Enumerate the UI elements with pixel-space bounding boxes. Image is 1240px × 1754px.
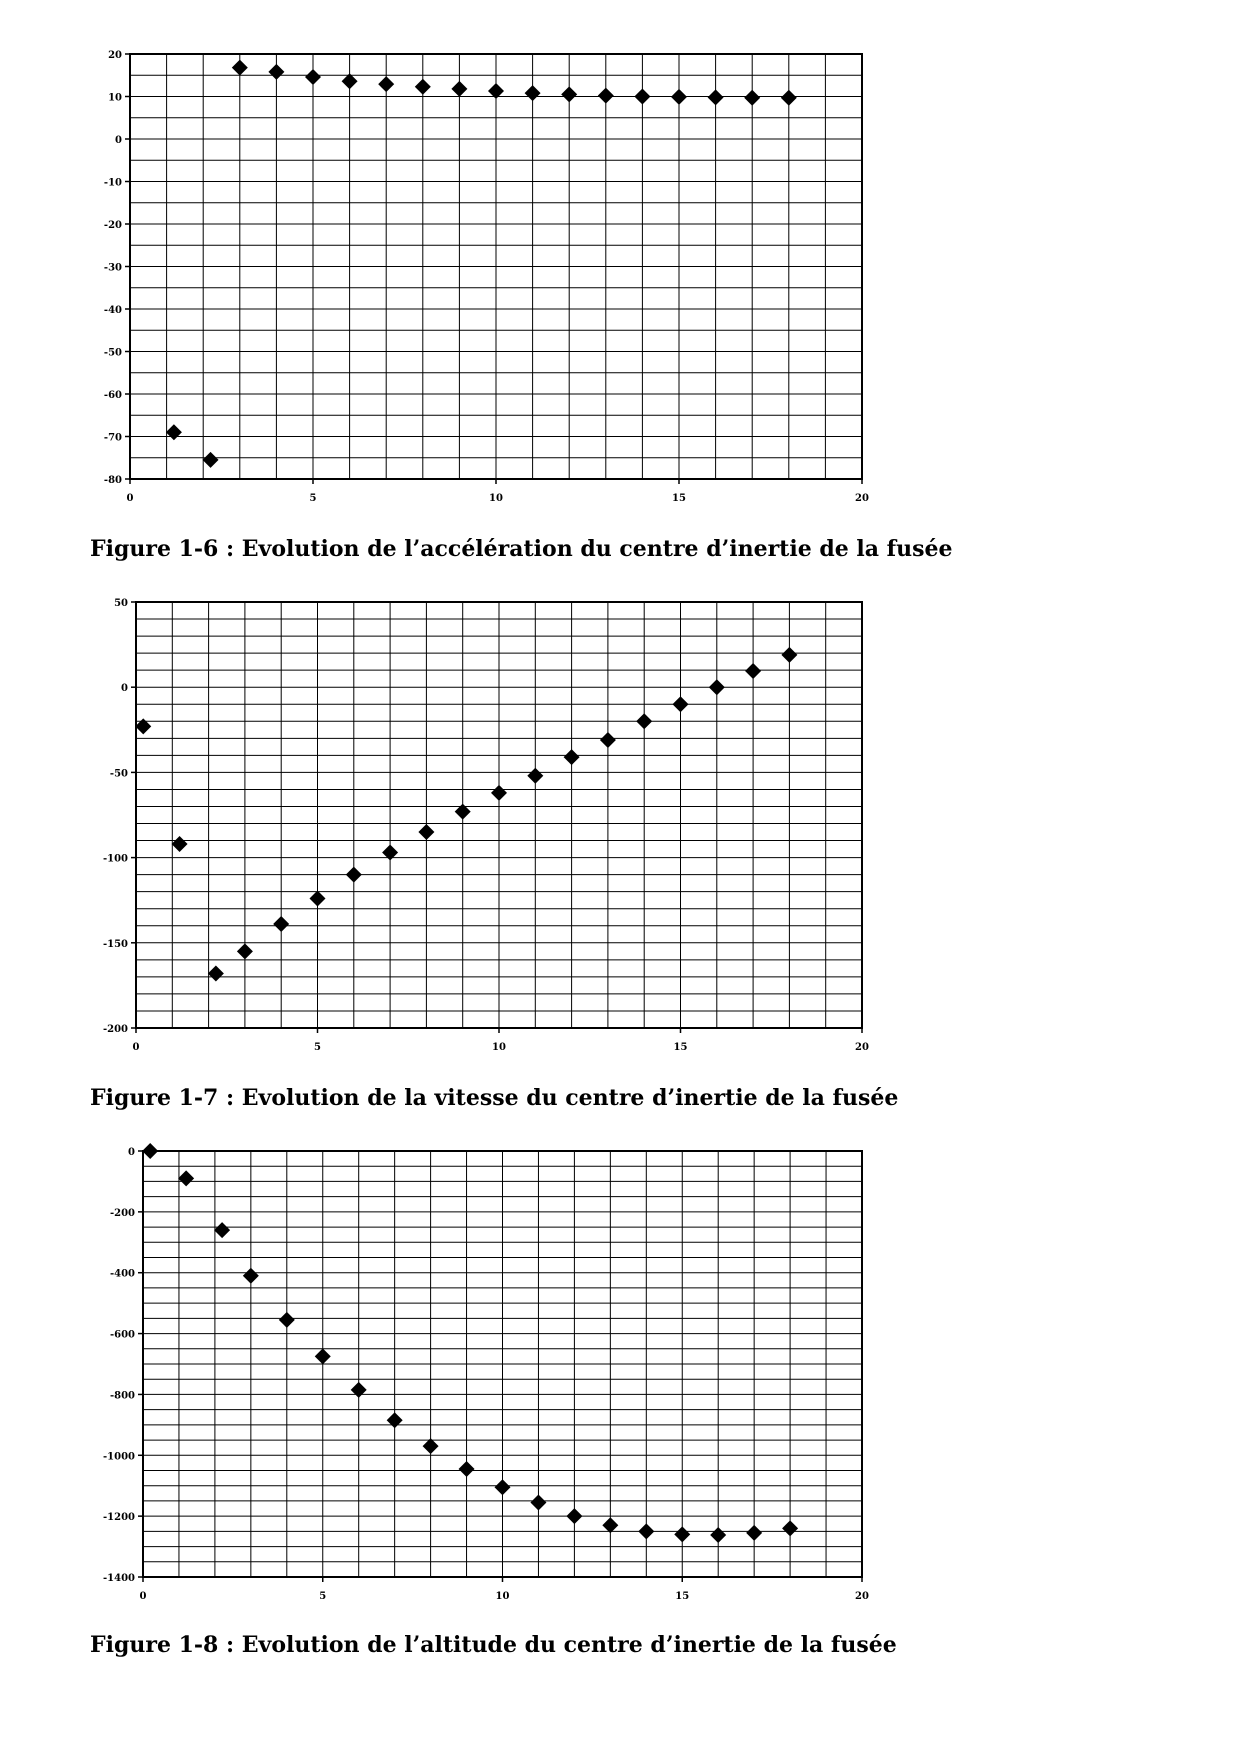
- data-point: [495, 1479, 511, 1495]
- data-point: [232, 60, 248, 76]
- data-point: [746, 1525, 762, 1541]
- x-tick-label: 0: [132, 1042, 140, 1053]
- data-point: [710, 1527, 726, 1543]
- data-point: [744, 90, 760, 106]
- data-point: [214, 1222, 230, 1238]
- chart-1-data-series: [166, 60, 797, 468]
- data-point: [279, 1312, 295, 1328]
- data-point: [525, 85, 541, 101]
- data-point: [527, 768, 543, 784]
- y-tick-label: -200: [102, 1024, 128, 1035]
- y-tick-label: -70: [103, 432, 122, 444]
- data-point: [203, 452, 219, 468]
- y-tick-label: 0: [121, 683, 128, 695]
- x-tick-label: 20: [855, 1591, 869, 1602]
- data-point: [636, 713, 652, 729]
- x-tick-label: 15: [672, 493, 686, 504]
- y-tick-label: 50: [114, 598, 128, 609]
- y-tick-label: -80: [103, 475, 122, 486]
- data-point: [378, 76, 394, 92]
- data-point: [415, 79, 431, 95]
- y-tick-label: -100: [102, 853, 128, 865]
- x-tick-label: 10: [489, 493, 503, 504]
- x-tick-label: 0: [139, 1591, 147, 1602]
- data-point: [142, 1143, 158, 1159]
- y-tick-label: -400: [109, 1268, 135, 1280]
- data-point: [418, 824, 434, 840]
- y-tick-label: 10: [108, 92, 122, 104]
- data-point: [634, 89, 650, 105]
- y-tick-label: -600: [109, 1329, 135, 1341]
- velocity-chart-caption: Figure 1-7 : Evolution de la vitesse du centre d’inertie de la fusée: [90, 1085, 899, 1111]
- x-tick-label: 15: [673, 1042, 688, 1053]
- y-tick-label: -40: [103, 305, 122, 316]
- data-point: [561, 86, 577, 102]
- chart-3-gridlines: [143, 1151, 862, 1577]
- data-point: [638, 1523, 654, 1539]
- acceleration-chart-caption: Figure 1-6 : Evolution de l’accélération du centre d’inertie de la fusée: [90, 536, 953, 562]
- x-tick-label: 10: [495, 1591, 510, 1602]
- data-point: [674, 1526, 690, 1542]
- y-tick-label: -50: [103, 347, 122, 359]
- data-point: [781, 647, 797, 663]
- data-point: [351, 1382, 367, 1398]
- y-tick-label: 20: [108, 50, 122, 61]
- y-tick-label: -800: [109, 1390, 135, 1402]
- data-point: [745, 663, 761, 679]
- data-point: [530, 1494, 546, 1510]
- altitude-chart: [0, 1135, 1240, 1625]
- y-tick-label: 0: [128, 1147, 135, 1158]
- data-point: [459, 1461, 475, 1477]
- data-point: [673, 696, 689, 712]
- data-point: [166, 424, 182, 440]
- data-point: [600, 732, 616, 748]
- data-point: [781, 90, 797, 106]
- chart-2-data-series: [135, 647, 797, 982]
- data-point: [305, 69, 321, 85]
- data-point: [708, 89, 724, 105]
- x-tick-label: 20: [855, 1042, 869, 1053]
- data-point: [243, 1268, 259, 1284]
- x-tick-label: 10: [492, 1042, 506, 1053]
- y-tick-label: -200: [109, 1207, 135, 1219]
- data-point: [782, 1520, 798, 1536]
- data-point: [315, 1348, 331, 1364]
- y-tick-label: -50: [109, 768, 128, 780]
- y-tick-label: -1400: [103, 1573, 135, 1584]
- data-point: [310, 890, 326, 906]
- data-point: [237, 943, 253, 959]
- data-point: [273, 916, 289, 932]
- x-tick-label: 5: [314, 1042, 321, 1053]
- y-tick-label: -150: [102, 938, 128, 950]
- chart-3-data-series: [142, 1143, 798, 1543]
- data-point: [451, 81, 467, 97]
- data-point: [491, 785, 507, 801]
- chart-1-gridlines: [130, 54, 862, 479]
- data-point: [346, 867, 362, 883]
- velocity-chart: [0, 590, 1240, 1080]
- acceleration-chart: [0, 40, 1240, 530]
- y-tick-label: -10: [103, 177, 122, 189]
- data-point: [566, 1508, 582, 1524]
- data-point: [208, 965, 224, 981]
- y-tick-label: -60: [103, 390, 122, 401]
- y-tick-label: 0: [115, 135, 122, 146]
- data-point: [172, 836, 188, 852]
- x-tick-label: 5: [309, 493, 317, 504]
- y-tick-label: -30: [103, 262, 122, 274]
- altitude-chart-caption: Figure 1-8 : Evolution de l’altitude du centre d’inertie de la fusée: [90, 1632, 897, 1658]
- data-point: [178, 1170, 194, 1186]
- data-point: [387, 1412, 403, 1428]
- x-tick-label: 15: [675, 1591, 690, 1602]
- y-tick-label: -1000: [103, 1451, 135, 1463]
- data-point: [598, 88, 614, 104]
- x-tick-label: 0: [126, 493, 134, 504]
- x-tick-label: 20: [855, 493, 869, 504]
- y-tick-label: -20: [103, 220, 122, 231]
- y-tick-label: -1200: [103, 1512, 135, 1524]
- data-point: [671, 89, 687, 105]
- data-point: [564, 749, 580, 765]
- data-point: [709, 679, 725, 695]
- data-point: [268, 64, 284, 80]
- x-tick-label: 5: [319, 1591, 327, 1602]
